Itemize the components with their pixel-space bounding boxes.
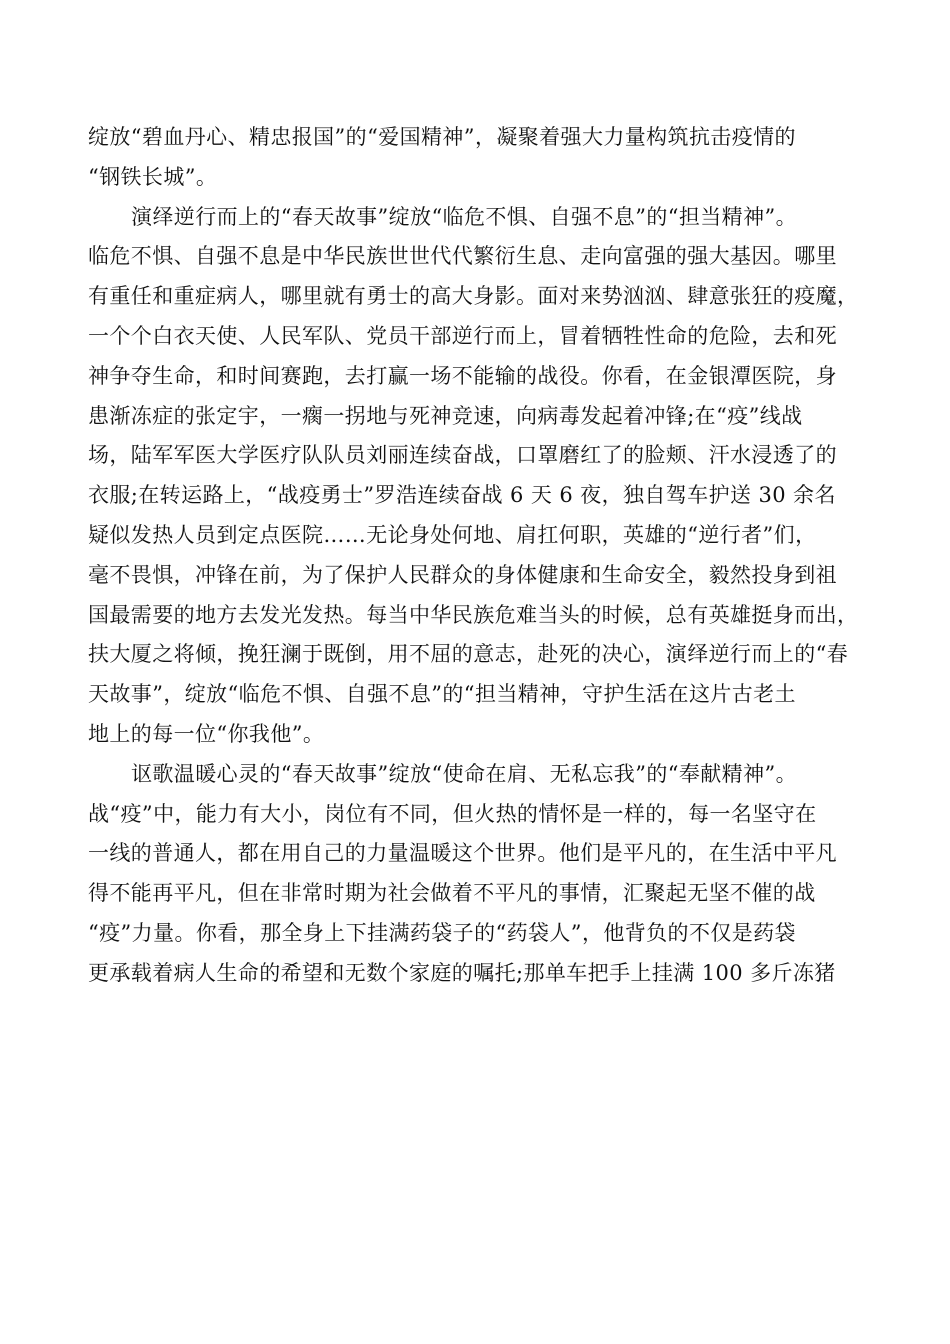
paragraph-patriotic-spirit-ending bbox=[88, 118, 873, 198]
text-line: “疫”力量。你看，那全身上下挂满药袋子的“药袋人”，他背负的不仅是药袋 bbox=[88, 920, 796, 945]
text-line: 衣服;在转运路上，“战疫勇士”罗浩连续奋战 6 天 6 夜，独自驾车护送 30 余名 bbox=[88, 483, 836, 508]
text-line: 演绎逆行而上的“春天故事”绽放“临危不惧、自强不息”的“担当精神”。 bbox=[131, 204, 798, 229]
text-line: 毫不畏惧，冲锋在前，为了保护人民群众的身体健康和生命安全，毅然投身到祖 bbox=[88, 562, 837, 587]
document-page bbox=[88, 118, 873, 994]
text-line: 国最需要的地方去发光发热。每当中华民族危难当头的时候，总有英雄挺身而出， bbox=[88, 602, 859, 627]
text-line: 天故事”，绽放“临危不惧、自强不息”的“担当精神，守护生活在这片古老土 bbox=[88, 682, 796, 707]
paragraph-responsibility-spirit bbox=[88, 198, 873, 755]
text-line: 得不能再平凡，但在非常时期为社会做着不平凡的事情，汇聚起无坚不催的战 bbox=[88, 881, 816, 906]
text-line: 地上的每一位“你我他”。 bbox=[88, 721, 325, 746]
text-line: 战“疫”中，能力有大小，岗位有不同，但火热的情怀是一样的，每一名坚守在 bbox=[88, 801, 817, 826]
text-line: 神争夺生命，和时间赛跑，去打赢一场不能输的战役。你看，在金银潭医院，身 bbox=[88, 363, 837, 388]
text-line: 扶大厦之将倾，挽狂澜于既倒，用不屈的意志，赴死的决心，演绎逆行而上的“春 bbox=[88, 642, 849, 667]
text-line: 更承载着病人生命的希望和无数个家庭的嘱托;那单车把手上挂满 100 多斤冻猪 bbox=[88, 960, 836, 985]
text-line: 一个个白衣天使、人民军队、党员干部逆行而上，冒着牺牲性命的危险，去和死 bbox=[88, 323, 837, 348]
text-line: 临危不惧、自强不息是中华民族世世代代繁衍生息、走向富强的强大基因。哪里 bbox=[88, 244, 837, 269]
text-line: 疑似发热人员到定点医院……无论身处何地、肩扛何职，英雄的“逆行者”们， bbox=[88, 522, 817, 547]
text-line: 有重任和重症病人，哪里就有勇士的高大身影。面对来势汹汹、肆意张狂的疫魔， bbox=[88, 284, 859, 309]
text-line: 场，陆军军医大学医疗队队员刘丽连续奋战，口罩磨红了的脸颊、汗水浸透了的 bbox=[88, 443, 837, 468]
text-line: “钢铁长城”。 bbox=[88, 164, 218, 189]
text-line: 患渐冻症的张定宇，一瘸一拐地与死神竞速，向病毒发起着冲锋;在“疫”线战 bbox=[88, 403, 803, 428]
text-line: 绽放“碧血丹心、精忠报国”的“爱国精神”，凝聚着强大力量构筑抗击疫情的 bbox=[88, 125, 796, 149]
paragraph-dedication-spirit bbox=[88, 755, 873, 994]
text-line: 讴歌温暖心灵的“春天故事”绽放“使命在肩、无私忘我”的“奉献精神”。 bbox=[131, 761, 798, 786]
text-line: 一线的普通人，都在用自己的力量温暖这个世界。他们是平凡的，在生活中平凡 bbox=[88, 841, 837, 866]
